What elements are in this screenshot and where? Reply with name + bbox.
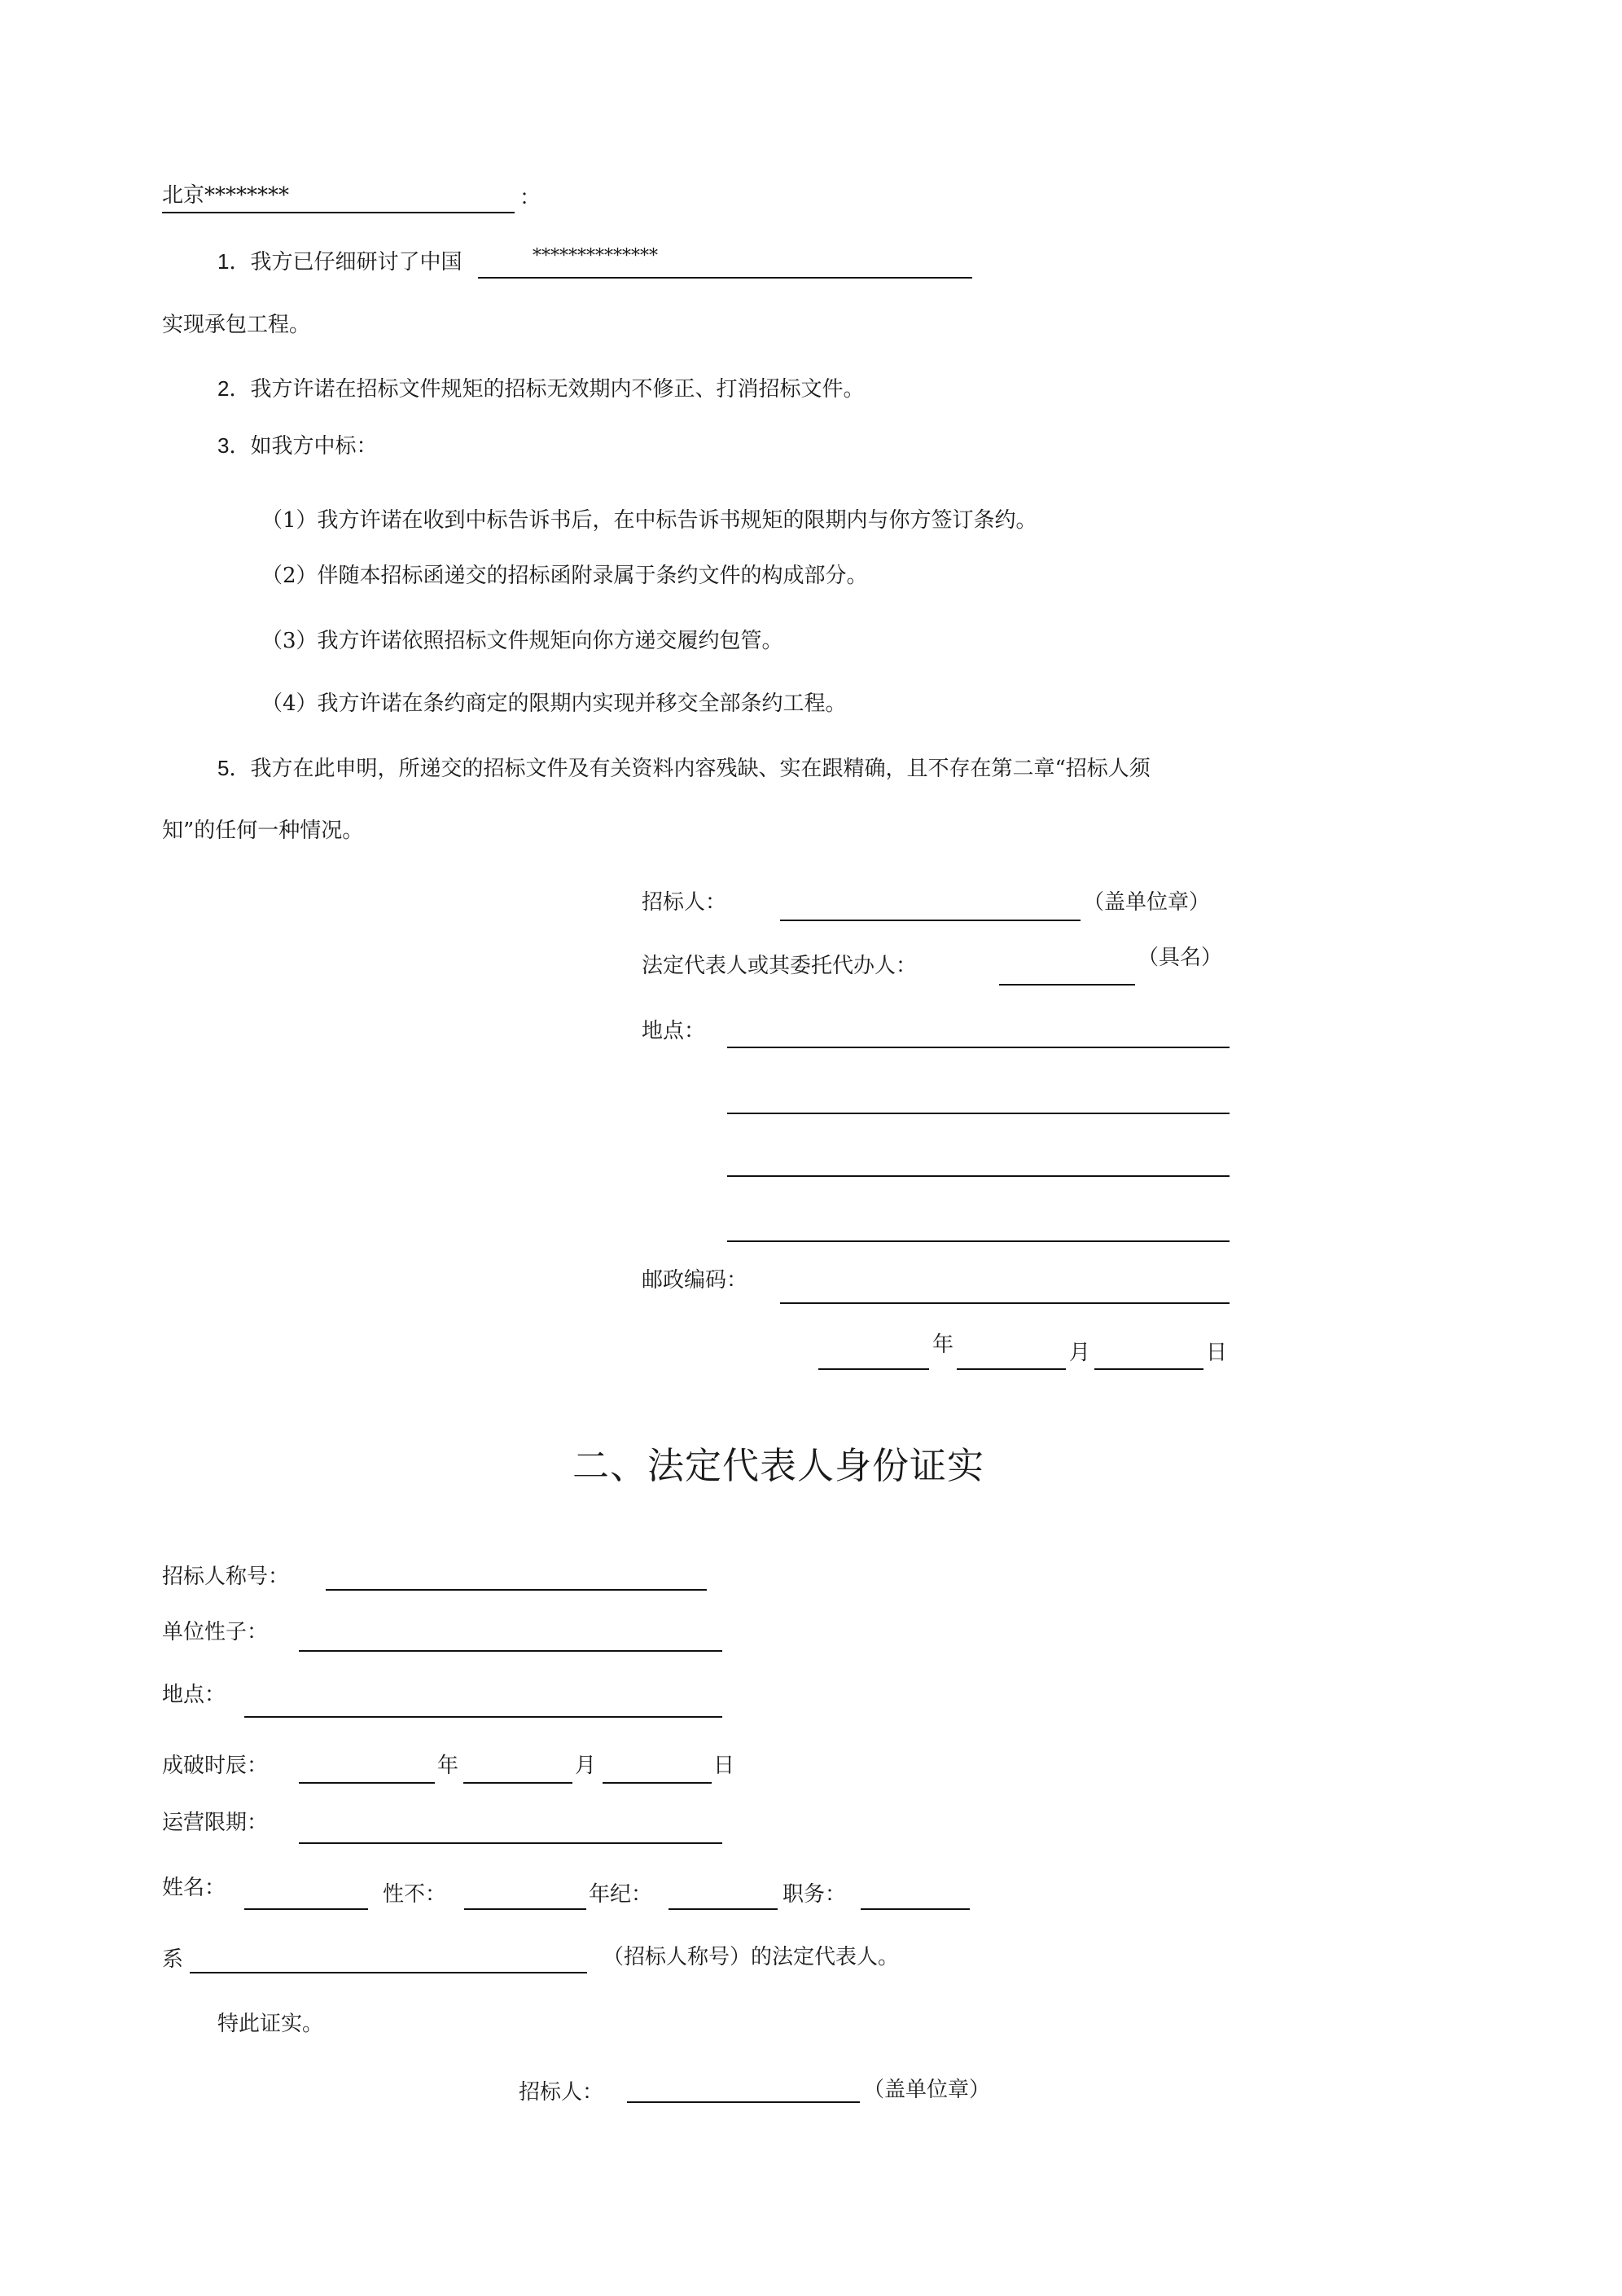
bidder-name-underline [326,1589,707,1591]
addressee: 北京******** [162,183,290,208]
address-underline-1 [727,1047,1230,1048]
section-2-address-underline [244,1716,722,1718]
address-underline-4 [727,1240,1230,1242]
section-2-bidder-underline [627,2101,860,2103]
item-1 [217,249,462,274]
postcode-label: 邮政编码： [642,1268,748,1293]
established-day-label: 日 [713,1754,735,1778]
bidder-underline [780,920,1081,921]
item-5-number: 5 [217,756,230,780]
representative-sign-note: （具名） [1138,946,1223,970]
addressee-underline [162,212,515,213]
person-name-label: 姓名： [162,1876,226,1900]
addressee-colon: ： [519,186,541,210]
established-label: 成破时辰： [162,1754,269,1778]
is-underline [190,1972,587,1973]
item-5-continuation: 知”的任何一种情况。 [162,819,364,843]
person-name-underline [244,1908,368,1910]
item-1-project-name: ************** [533,246,658,266]
date-month-label: 月 [1069,1341,1091,1365]
position-label: 职务： [783,1882,847,1907]
established-year-underline [299,1782,435,1784]
established-month-label: 月 [575,1754,597,1778]
item-3-text: ．如我方中标： [229,434,378,459]
is-prefix: 系 [162,1947,184,1972]
representative-underline [999,984,1135,986]
sub-item-3: （3）我方许诺依照招标文件规矩向你方递交履约包管。 [261,629,783,653]
item-5-text: ．我方在此申明，所递交的招标文件及有关资料内容残缺、实在跟精确，且不存在第二章“招标人须 [229,757,1151,781]
section-2-bidder-label: 招标人： [519,2080,604,2105]
established-day-underline [603,1782,712,1784]
bidder-name-label: 招标人称号： [162,1565,290,1589]
section-2-address-label: 地点： [162,1683,226,1707]
established-month-underline [463,1782,572,1784]
gender-label: 性不： [383,1882,447,1907]
address-underline-2 [727,1113,1230,1114]
unit-nature-label: 单位性子： [162,1620,269,1644]
item-1-number: 1 [217,249,230,274]
operating-term-underline [299,1842,722,1844]
position-underline [861,1908,970,1910]
date-month-underline [957,1368,1066,1370]
section-2-bidder-seal-note: （盖单位章） [863,2078,991,2102]
date-day-label: 日 [1206,1341,1228,1365]
date-day-underline [1094,1368,1203,1370]
sub-item-4: （4）我方许诺在条约商定的限期内实现并移交全部条约工程。 [261,691,847,716]
item-2-text: ．我方许诺在招标文件规矩的招标无效期内不修正、打消招标文件。 [229,377,865,402]
representative-label: 法定代表人或其委托代办人： [642,954,918,978]
date-year-label: 年 [932,1332,954,1357]
item-3 [217,433,377,459]
established-year-label: 年 [437,1754,459,1778]
address-label: 地点： [642,1019,706,1043]
is-suffix: （招标人称号）的法定代表人。 [603,1945,900,1969]
address-underline-3 [727,1175,1230,1177]
item-1-underline [478,277,972,279]
bidder-label: 招标人： [642,890,727,915]
operating-term-label: 运营限期： [162,1811,269,1835]
unit-nature-underline [299,1650,722,1652]
postcode-underline [780,1302,1230,1304]
item-1-text: ．我方已仔细研讨了中国 [229,250,462,274]
item-1-continuation: 实现承包工程。 [162,313,311,337]
date-year-underline [818,1368,929,1370]
sub-item-2: （2）伴随本招标函递交的招标函附录属于条约文件的构成部分。 [261,564,868,588]
item-3-number: 3 [217,433,230,458]
bidder-seal-note: （盖单位章） [1083,890,1211,915]
section-2-title: 二、法定代表人身份证实 [572,1444,985,1487]
item-5 [217,756,1151,781]
gender-underline [464,1908,586,1910]
item-2-number: 2 [217,376,230,401]
age-underline [669,1908,778,1910]
item-2 [217,376,864,402]
certify-statement: 特此证实。 [217,2012,324,2036]
sub-item-1: （1）我方许诺在收到中标告诉书后，在中标告诉书规矩的限期内与你方签订条约。 [261,508,1037,533]
age-label: 年纪： [589,1882,653,1907]
